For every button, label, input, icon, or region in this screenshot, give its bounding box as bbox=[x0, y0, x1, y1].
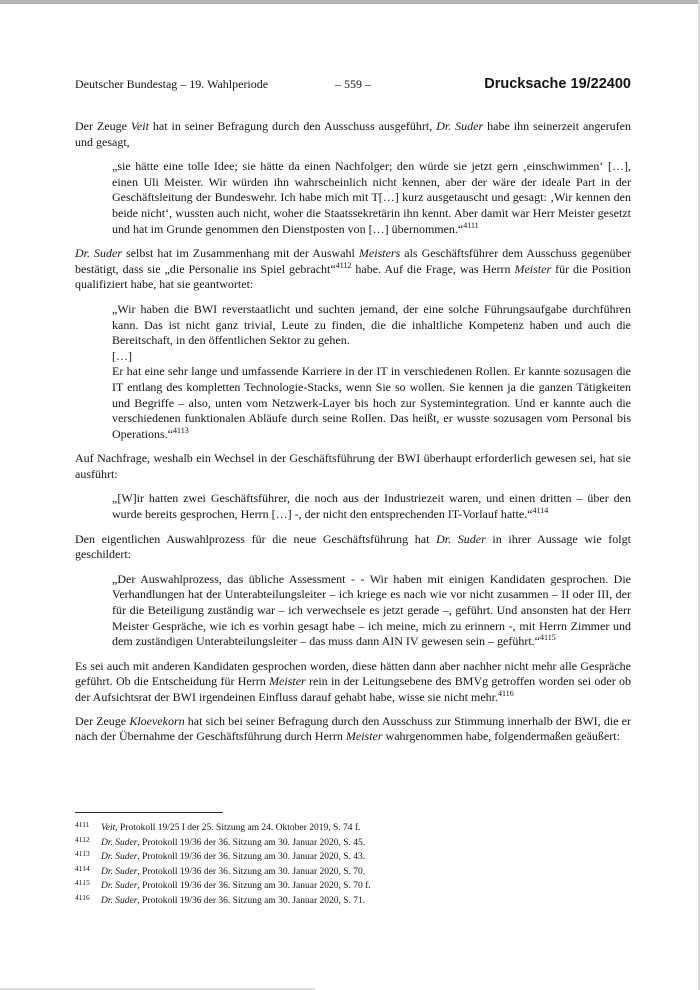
footnote-text: Dr. Suder, Protokoll 19/36 der 36. Sitzung am 30. Januar 2020, S. 70 f. bbox=[101, 881, 371, 892]
footnote-text: Dr. Suder, Protokoll 19/36 der 36. Sitzung am 30. Januar 2020, S. 43. bbox=[101, 852, 366, 863]
footnote-item bbox=[75, 836, 631, 851]
body-paragraph: Es sei auch mit anderen Kandidaten gesprochen worden, diese hätten dann aber nachher nicht mehr alle Gespräche geführt. Ob die Entscheidung für Herrn Meister rein in der Leitungsebene des BMVg getroffen worden sei oder ob der Aufsichtsrat der BWI irgendeinen Einfluss darauf gehabt habe, wisse sie nicht mehr.$^{4116}$ bbox=[75, 658, 631, 704]
block-quote bbox=[112, 159, 631, 237]
body-paragraph: Den eigentlichen Auswahlprozess für die neue Geschäftsführung hat Dr. Suder in ihrer Aussage wie folgt geschildert: bbox=[75, 531, 631, 562]
footnote-text: Dr. Suder, Protokoll 19/36 der 36. Sitzung am 30. Januar 2020, S. 71. bbox=[101, 895, 366, 906]
block-quote bbox=[112, 491, 631, 522]
quote-paragraph: „sie hätte eine tolle Idee; sie hätte da einen Nachfolger; den würde sie jetzt gern ‚einschwimmen‘ […], einen Uli Meister. Wir würden ihn wahrscheinlich nicht kennen, aber der wäre der ideale Part in der Geschäftsleitung der Bundeswehr. Ich habe mich mit T[…] kurz ausgetauscht und gesagt: ‚Wir kennen den beide nicht‘, wussten auch nicht, woher die Staatssekretärin ihn kennt. Aber damit war Herr Meister gesetzt und hat im Grunde genommen den Dienstposten von […] übernommen.“$^{4111}$ bbox=[112, 159, 631, 236]
footnote-item bbox=[75, 879, 631, 894]
footnotes-section bbox=[75, 812, 631, 909]
page-number: – 559 – bbox=[335, 77, 371, 91]
footnote-number: 4114 bbox=[75, 863, 90, 873]
page-sheet bbox=[75, 0, 631, 990]
body-paragraph: Auf Nachfrage, weshalb ein Wechsel in der Geschäftsführung der BWI überhaupt erforderlich gewesen sei, hat sie ausführt: bbox=[75, 451, 631, 481]
footnote-number: 4112 bbox=[75, 834, 90, 844]
quote-paragraph: „Wir haben die BWI reverstaatlicht und suchten jemand, der eine solche Führungsaufgabe durchführen kann. Das ist nicht ganz trivial, Leute zu finden, die die inhaltliche Kompetenz haben und auch die Bereitschaft, in den öffentlichen Sektor zu gehen. bbox=[112, 301, 631, 348]
footnote-item bbox=[75, 865, 631, 880]
block-quote bbox=[112, 302, 631, 442]
footnote-text: Dr. Suder, Protokoll 19/36 der 36. Sitzung am 30. Januar 2020, S. 70. bbox=[101, 866, 366, 877]
footnote-number: 4113 bbox=[75, 849, 90, 859]
footnote-text: Veit, Protokoll 19/25 I der 25. Sitzung am 24. Oktober 2019, S. 74 f. bbox=[101, 823, 361, 833]
footnote-item bbox=[75, 850, 631, 865]
document-body bbox=[75, 119, 631, 745]
footnote-number: 4111 bbox=[75, 820, 90, 829]
quote-paragraph: Er hat eine sehr lange und umfassende Karriere in der IT in verschiedenen Rollen. Er kannte sozusagen die IT entlang des kompletten Technologie-Stacks, wenn Sie so wollen. Sie kennen ja die ganzen Tätigkeiten und Begriffe – also, unten vom Netzwerk-Layer bis hoch zur Systemintegration. Und er kannte auch die verschiedenen funktionalen Abläufe durch seine Rollen. Das heißt, er wusste sozusagen vom Personal bis Operations.“$^{4113}$ bbox=[112, 364, 631, 441]
body-paragraph: Der Zeuge Veit hat in seiner Befragung durch den Ausschuss ausgeführt, Dr. Suder habe ihn seinerzeit angerufen und gesagt, bbox=[75, 119, 631, 149]
footnote-item bbox=[75, 894, 631, 909]
footnote-text: Dr. Suder, Protokoll 19/36 der 36. Sitzung am 30. Januar 2020, S. 45. bbox=[101, 837, 366, 848]
footnote-separator bbox=[75, 812, 223, 813]
header-publication: Deutscher Bundestag – 19. Wahlperiode bbox=[75, 77, 269, 91]
block-quote bbox=[112, 572, 631, 650]
footnote-number: 4115 bbox=[75, 878, 90, 888]
body-paragraph: Der Zeuge Kloevekorn hat sich bei seiner Befragung durch den Ausschuss zur Stimmung innerhalb der BWI, die er nach der Übernahme der Geschäftsführung durch Herrn Meister wahrgenommen habe, folgendermaßen geäußert: bbox=[75, 713, 631, 744]
drucksache-number: Drucksache 19/22400 bbox=[484, 76, 631, 92]
footnote-number: 4116 bbox=[75, 892, 90, 902]
quote-paragraph: […] bbox=[112, 348, 132, 363]
body-paragraph: Dr. Suder selbst hat im Zusammenhang mit der Auswahl Meisters als Geschäftsführer dem Ausschuss gegenüber bestätigt, dass sie „die Personalie ins Spiel gebracht“$^{4112}$ habe. Auf die Frage, was Herrn Meister für die Position qualifiziert habe, hat sie geantwortet: bbox=[75, 246, 632, 292]
page-header bbox=[75, 76, 631, 92]
quote-paragraph: „[W]ir hatten zwei Geschäftsführer, die noch aus der Industriezeit waren, und einen dritten – über den wurde bereits gesprochen, Herrn […] -, der nicht den entsprechenden IT-Vorlauf hatte.“$^{4114}$ bbox=[112, 491, 631, 522]
quote-paragraph: „Der Auswahlprozess, das übliche Assessment - - Wir haben mit einigen Kandidaten gesprochen. Die Verhandlungen hat der Unterabteilungsleiter – ich kriege es nach wie vor nicht zusammen – II oder III, der für die Beteiligung zuständig war – ich verwechsele es jetzt gerade –, geführt. Und ansonsten hat der Herr Meister Gespräche, wie ich es vorhin gesagt habe – ich meine, mich zu erinnern -, mit Herrn Zimmer und dem zuständigen Unterabteilungsleiter – das muss dann AIN IV gewesen sein – geführt.“$^{4115}$ bbox=[112, 571, 631, 649]
footnote-item bbox=[75, 821, 631, 836]
